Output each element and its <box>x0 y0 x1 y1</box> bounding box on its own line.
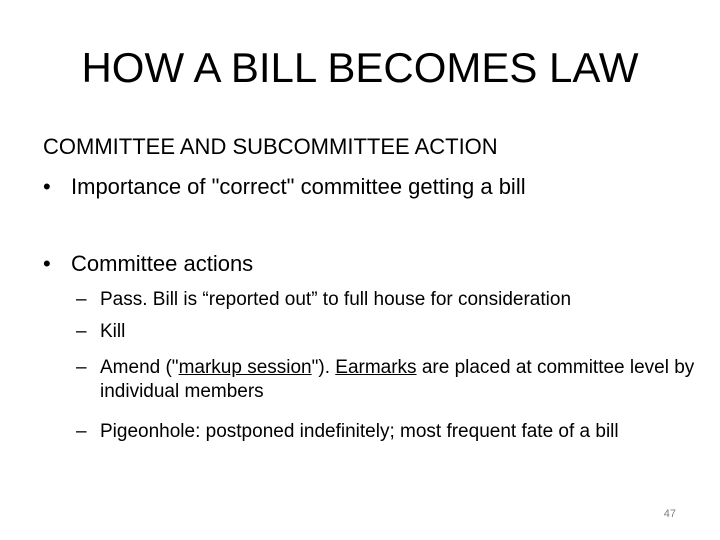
sub-item-kill <box>76 320 700 344</box>
page-number: 47 <box>663 508 676 520</box>
bullet-item <box>43 250 253 278</box>
bullet-item <box>43 173 526 201</box>
bullet-icon: • <box>43 251 51 276</box>
bullet-icon: • <box>43 174 51 199</box>
amend-prefix: Amend (" <box>100 357 179 378</box>
sub-item-amend <box>76 356 700 404</box>
amend-mid: "). <box>311 357 336 378</box>
dash-icon: – <box>76 421 87 442</box>
dash-icon: – <box>76 357 87 378</box>
sub-item-text: Pigeonhole: postponed indefinitely; most frequent fate of a bill <box>100 421 619 442</box>
dash-icon: – <box>76 289 87 310</box>
slide-title: HOW A BILL BECOMES LAW <box>81 44 639 91</box>
sub-item-pigeonhole <box>76 420 700 444</box>
sub-item-text: Kill <box>100 321 126 342</box>
bullet-text: Committee actions <box>71 251 254 276</box>
section-heading: COMMITTEE AND SUBCOMMITTEE ACTION <box>43 134 498 159</box>
markup-session-link[interactable]: markup session <box>178 357 312 378</box>
earmarks-link[interactable]: Earmarks <box>335 357 417 378</box>
bullet-text: Importance of "correct" committee getting a bill <box>71 174 526 199</box>
sub-item-text: Pass. Bill is “reported out” to full house for consideration <box>100 289 572 310</box>
amend-suffix: are placed at committee level by individual members <box>100 357 695 402</box>
sub-item-pass <box>76 288 700 312</box>
dash-icon: – <box>76 321 87 342</box>
